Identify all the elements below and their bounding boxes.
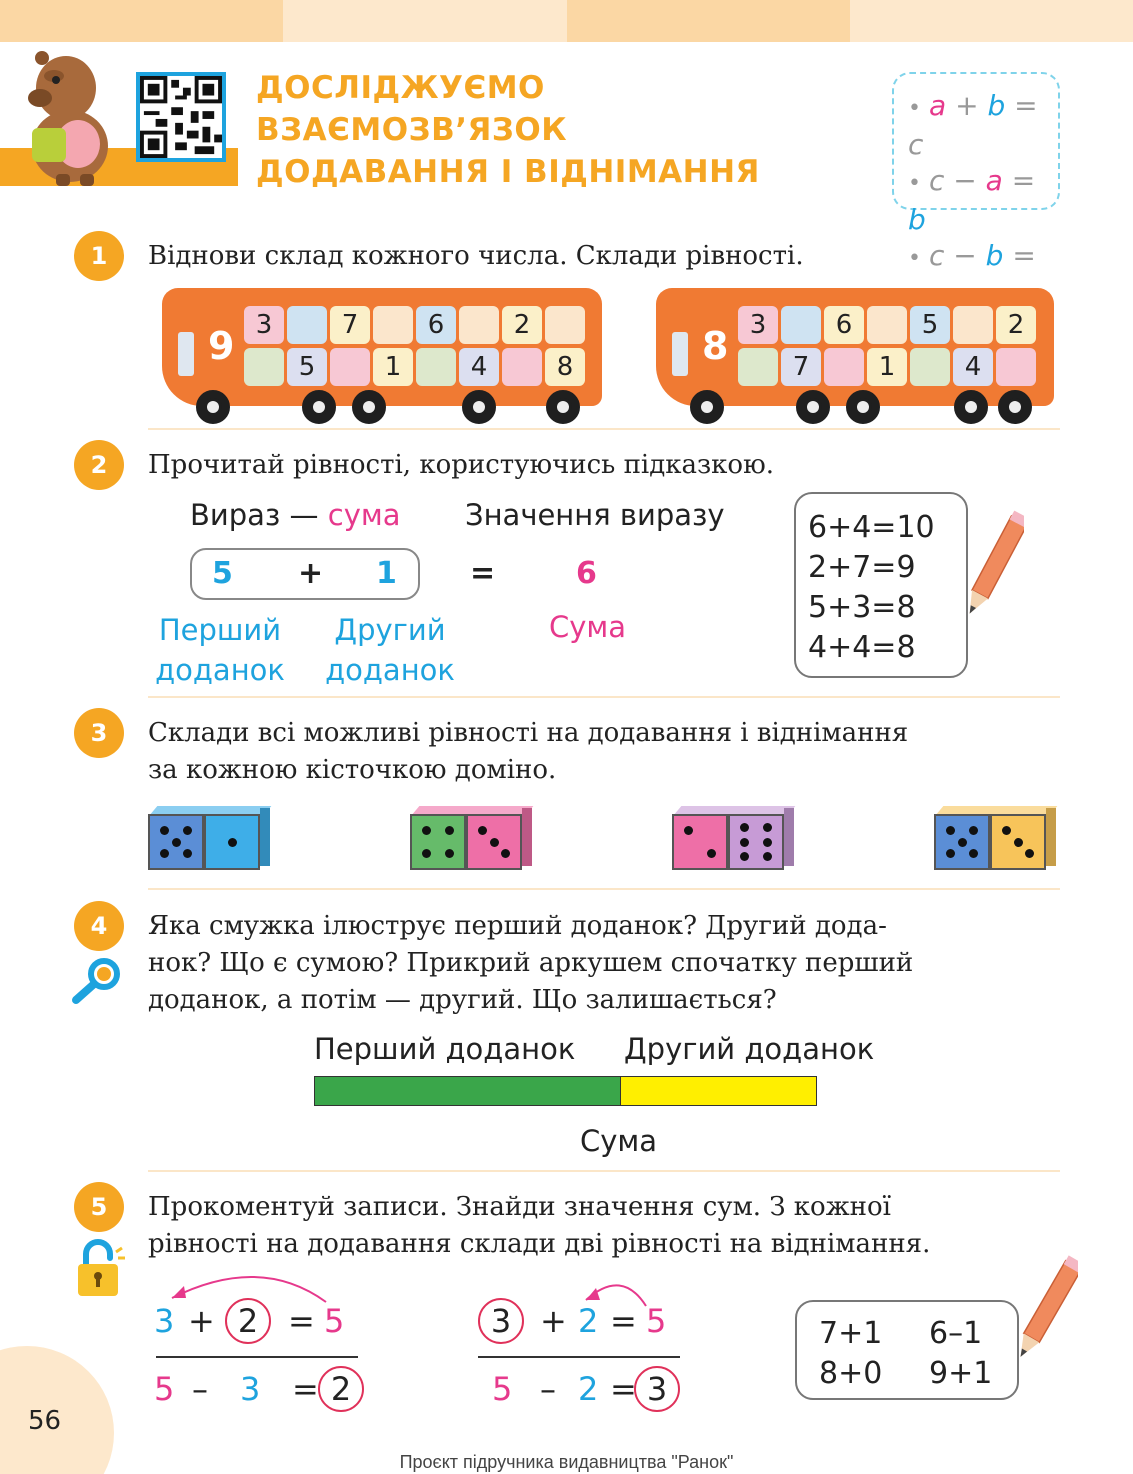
ex2-addend-1-circled: 3 (478, 1298, 524, 1344)
domino (934, 806, 1060, 872)
domino-side-face (784, 808, 794, 866)
task-number-1: 1 (74, 231, 124, 281)
task-3-text-line-1: Склади всі можливі рівності на додавання і віднімання (148, 718, 909, 748)
ex2-divider (478, 1356, 680, 1358)
bus-cell: 5 (910, 306, 950, 344)
qr-code[interactable] (136, 72, 226, 162)
bus-cell[interactable] (824, 348, 864, 386)
header-stripe (567, 0, 850, 42)
domino-pip (183, 849, 192, 858)
ex1-subtrahend: 3 (240, 1370, 261, 1408)
ex1-equals-2: = (292, 1370, 319, 1408)
task-4-text-line-3: доданок, а потім — другий. Що залишається? (148, 985, 777, 1015)
section-divider (148, 428, 1060, 430)
task-number-2: 2 (74, 440, 124, 490)
domino-left-half (148, 814, 204, 870)
expression: 8+0 (819, 1356, 883, 1391)
domino (148, 806, 274, 872)
equations-box (794, 492, 968, 678)
wheel-icon (998, 390, 1032, 424)
first-addend-value: 5 (212, 556, 233, 591)
domino-pip (160, 849, 169, 858)
ex2-equals-2: = (610, 1370, 637, 1408)
domino-pip (183, 826, 192, 835)
ex2-plus: + (540, 1302, 567, 1340)
wheel-icon (796, 390, 830, 424)
domino-pip (445, 849, 454, 858)
wheel-icon (546, 390, 580, 424)
bus-cell: 7 (781, 348, 821, 386)
ex1-equals: = (288, 1302, 315, 1340)
bus-cell[interactable] (781, 306, 821, 344)
ex1-divider (156, 1356, 358, 1358)
equation: 2+7=9 (808, 550, 916, 585)
ex1-minuend: 5 (154, 1370, 175, 1408)
bus-cell[interactable] (545, 306, 585, 344)
expression: 6–1 (929, 1316, 983, 1351)
task-1-text: Віднови склад кожного числа. Склади рівності. (148, 241, 804, 271)
first-addend-strip-label: Перший доданок (314, 1032, 576, 1066)
domino-pip (946, 849, 955, 858)
domino-side-face (260, 808, 270, 866)
second-addend-value: 1 (376, 556, 397, 591)
ex2-equals: = (610, 1302, 637, 1340)
equation: 6+4=10 (808, 510, 935, 545)
page-number: 56 (28, 1406, 62, 1436)
page-title-line-1: ДОСЛІДЖУЄМО (256, 70, 545, 106)
sum-strip-label: Сума (580, 1124, 658, 1158)
page-title-line-2: ВЗАЄМОЗВ’ЯЗОК (256, 112, 568, 148)
bus-number: 8 (702, 324, 729, 368)
domino-pip (1014, 838, 1023, 847)
domino-left-half (672, 814, 728, 870)
bus-cell: 4 (953, 348, 993, 386)
domino-pip (763, 838, 772, 847)
bus-cell: 7 (330, 306, 370, 344)
domino-right-half (466, 814, 522, 870)
bus-cell[interactable] (867, 306, 907, 344)
domino-side-face (1046, 808, 1056, 866)
header-stripe (0, 0, 283, 42)
domino-right-half (204, 814, 260, 870)
domino-pip (1002, 826, 1011, 835)
bus-cell[interactable] (738, 348, 778, 386)
bus-cell: 6 (416, 306, 456, 344)
domino-pip (969, 826, 978, 835)
qr-code-icon (140, 76, 222, 158)
ex2-minuend: 5 (492, 1370, 513, 1408)
domino-pip (946, 826, 955, 835)
domino-pip (969, 849, 978, 858)
plus-sign: + (298, 556, 324, 591)
wheel-icon (954, 390, 988, 424)
wheel-icon (462, 390, 496, 424)
bus-number: 9 (208, 324, 235, 368)
domino-pip (958, 838, 967, 847)
page-title-line-3: ДОДАВАННЯ І ВІДНІМАННЯ (256, 154, 760, 190)
label-expression-value: Значення виразу (465, 498, 725, 532)
first-addend-strip (315, 1077, 621, 1105)
domino-pip (478, 826, 487, 835)
domino-top-face (151, 806, 272, 814)
domino-pip (228, 838, 237, 847)
domino-pip (422, 826, 431, 835)
bus-cell[interactable] (953, 306, 993, 344)
bus-cell: 5 (287, 348, 327, 386)
expression-row (819, 1314, 1017, 1354)
task-number-3: 3 (74, 708, 124, 758)
domino-pip (684, 826, 693, 835)
header-stripe (850, 0, 1133, 42)
bus-cell: 6 (824, 306, 864, 344)
bus-cell: 8 (545, 348, 585, 386)
header-stripe (283, 0, 567, 42)
bus-window (178, 332, 194, 376)
ex2-sum: 5 (646, 1302, 667, 1340)
domino (672, 806, 798, 872)
domino-left-half (410, 814, 466, 870)
formula-row: • c − a = b (908, 164, 1036, 236)
domino-top-face (937, 806, 1058, 814)
domino-pip (1025, 849, 1034, 858)
publisher-credit: Проєкт підручника видавництва "Ранок" (399, 1452, 734, 1472)
wheel-icon (690, 390, 724, 424)
domino-pip (422, 849, 431, 858)
bus-cell: 4 (459, 348, 499, 386)
section-divider (148, 696, 1060, 698)
capybara-mascot-icon (18, 46, 118, 188)
expressions-box (795, 1300, 1019, 1400)
bus-cell: 1 (867, 348, 907, 386)
equals-sign: = (470, 556, 496, 591)
pencil-icon (1016, 1252, 1078, 1370)
section-divider (148, 1170, 1060, 1172)
bus-window (672, 332, 688, 376)
wheel-icon (846, 390, 880, 424)
formula-row: • a + b = c (908, 89, 1038, 161)
bus-cell[interactable] (910, 348, 950, 386)
domino-side-face (522, 808, 532, 866)
lock-icon (74, 1238, 126, 1298)
wheel-icon (196, 390, 230, 424)
wheel-icon (302, 390, 336, 424)
bus-cell[interactable] (330, 348, 370, 386)
bus-cell[interactable] (502, 348, 542, 386)
domino-top-face (675, 806, 796, 814)
bus-2 (656, 288, 1054, 420)
domino-pip (763, 823, 772, 832)
pencil-icon (966, 508, 1024, 624)
bus-cell: 1 (373, 348, 413, 386)
ex1-addend-2-circled: 2 (225, 1298, 271, 1344)
domino-pip (740, 823, 749, 832)
section-divider (148, 888, 1060, 890)
bus-cell[interactable] (287, 306, 327, 344)
domino-pip (740, 852, 749, 861)
bus-cell[interactable] (459, 306, 499, 344)
formula-hint-box (892, 72, 1060, 272)
domino-pip (172, 838, 181, 847)
bus-cell: 3 (244, 306, 284, 344)
ex2-addend-2: 2 (578, 1302, 599, 1340)
second-addend-strip-label: Другий доданок (624, 1032, 875, 1066)
ex2-subtrahend: 2 (578, 1370, 599, 1408)
domino-pip (707, 849, 716, 858)
task-2-text: Прочитай рівності, користуючись підказкою. (148, 450, 774, 480)
domino-pip (445, 826, 454, 835)
equation: 5+3=8 (808, 590, 916, 625)
task-number-4: 4 (74, 901, 124, 951)
sum-value: 6 (576, 556, 597, 591)
domino-pip (740, 838, 749, 847)
bus-cell: 2 (996, 306, 1036, 344)
bus-cell: 2 (502, 306, 542, 344)
ex1-plus: + (188, 1302, 215, 1340)
expression: 7+1 (819, 1316, 883, 1351)
label-expression: Вираз — сума (190, 498, 401, 532)
ex1-minus: – (192, 1370, 208, 1408)
task-5-text-line-2: рівності на додавання склади дві рівності на віднімання. (148, 1229, 931, 1259)
domino (410, 806, 536, 872)
domino-right-half (728, 814, 784, 870)
domino-pip (490, 838, 499, 847)
bus-cell[interactable] (416, 348, 456, 386)
equation: 4+4=8 (808, 630, 916, 665)
domino-pip (501, 849, 510, 858)
bus-cell: 3 (738, 306, 778, 344)
magnifier-icon (70, 956, 124, 1006)
ex1-addend-1: 3 (154, 1302, 175, 1340)
ex2-result-circled: 3 (634, 1366, 680, 1412)
expression-row (819, 1354, 1017, 1394)
second-addend-label: Другий доданок (325, 613, 455, 687)
task-4-text-line-1: Яка смужка ілюструє перший доданок? Другий дода- (148, 911, 887, 941)
task-5-text-line-1: Прокоментуй записи. Знайди значення сум. З кожної (148, 1192, 891, 1222)
domino-left-half (934, 814, 990, 870)
wheel-icon (352, 390, 386, 424)
ex1-result-circled: 2 (318, 1366, 364, 1412)
bus-cell[interactable] (244, 348, 284, 386)
domino-right-half (990, 814, 1046, 870)
ex2-minus: – (540, 1370, 556, 1408)
expression: 9+1 (929, 1356, 993, 1391)
addend-strip (314, 1076, 817, 1106)
domino-top-face (413, 806, 534, 814)
first-addend-label: Перший доданок (155, 613, 285, 687)
task-3-text-line-2: за кожною кісточкою доміно. (148, 755, 557, 785)
bus-1 (162, 288, 602, 420)
ex1-sum: 5 (324, 1302, 345, 1340)
task-4-text-line-2: нок? Що є сумою? Прикрий аркушем спочатку перший (148, 948, 914, 978)
bus-cell[interactable] (373, 306, 413, 344)
domino-pip (763, 852, 772, 861)
domino-pip (160, 826, 169, 835)
bus-cell[interactable] (996, 348, 1036, 386)
task-number-5: 5 (74, 1182, 124, 1232)
formula-row: • c − b = (908, 239, 1036, 272)
sum-label: Сума (549, 610, 627, 644)
